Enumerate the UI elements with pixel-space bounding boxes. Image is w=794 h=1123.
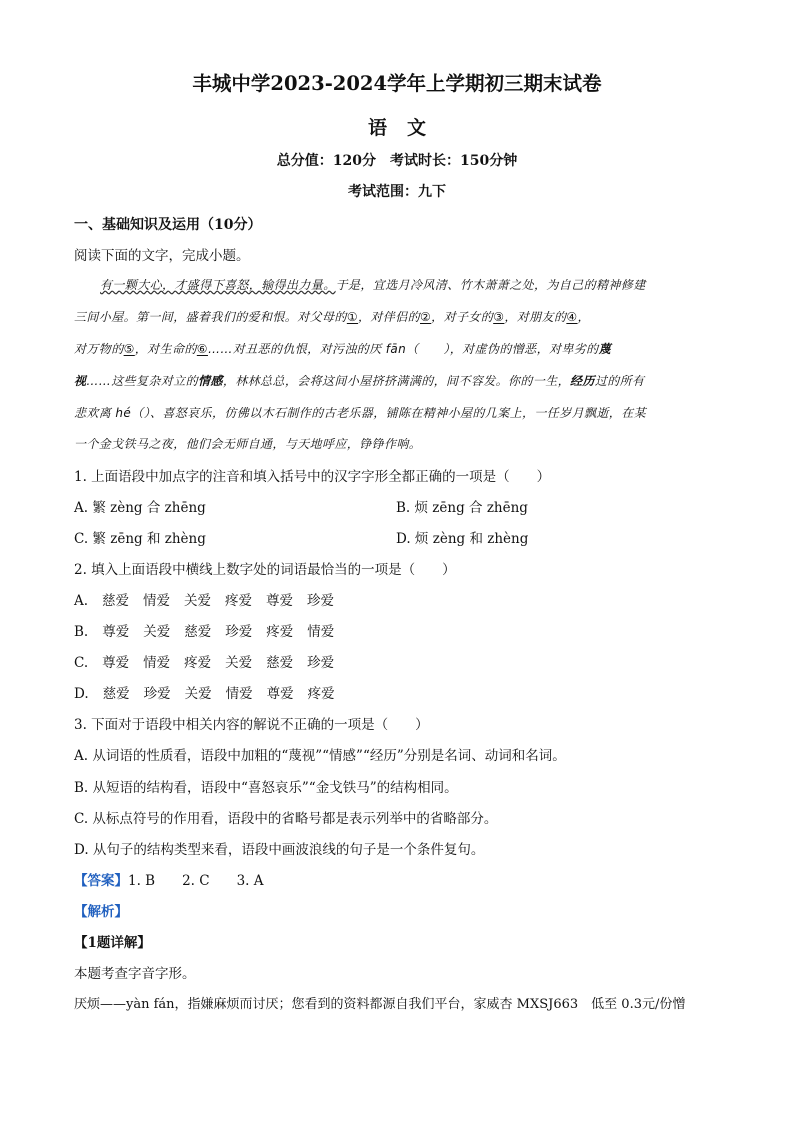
passage-line-4 [74,372,644,389]
question-2-stem: 2. 填入上面语段中横线上数字处的词语最恰当的一项是（ ） [74,562,456,578]
option-word: 珍爱 [225,624,253,640]
option-word: 珍爱 [143,686,171,702]
analysis-paragraph-1: 本题考查字音字形。 [74,966,196,982]
option-word: 尊爱 [102,655,130,671]
answer-label: 【答案】 [74,873,128,889]
option-word: 尊爱 [266,686,294,702]
option-word: 珍爱 [307,655,335,671]
question-2-option-b [74,620,348,640]
question-2-option-a [74,589,348,609]
question-2-option-d [74,682,349,702]
passage-text: ，林林总总，会将这间小屋挤挤满满的，间不容发。你的一生， [222,374,571,388]
question-1-option-b: B. 烦 zēng 合 zhēng [396,500,528,516]
option-letter: B. [74,624,89,640]
option-word: 尊爱 [266,593,294,609]
bold-word: 视 [74,374,87,388]
question-2-option-c [74,651,348,671]
option-letter: A. [74,593,89,609]
passage-text: ，对生命的 [134,342,197,356]
option-word: 慈爱 [266,655,294,671]
bold-word: 蔑 [598,342,611,356]
passage-text: 对万物的 [74,342,124,356]
option-word: 珍爱 [307,593,335,609]
option-word: 情爱 [307,624,335,640]
exam-meta: 总分值：120分 考试时长：150分钟 [276,153,518,169]
option-word: 疼爱 [307,686,335,702]
analysis-label: 【解析】 [74,904,128,920]
passage-text: ， [577,310,590,324]
passage-line-5: 悲欢离 hé（）、喜怒哀乐，仿佛以木石制作的古老乐器，铺陈在精神小屋的几案上，一任岁月飘逝，在某 [74,406,647,420]
analysis-paragraph-2: 厌烦——yàn fán，指嫌麻烦而讨厌；您看到的资料都源自我们平台，家威杏 MXSJ663 低至 0.3元/份憎 [74,997,686,1012]
blank-1: ① [346,310,358,324]
bold-word: 情感 [198,374,223,388]
passage-text: 三间小屋。第一间，盛着我们的爱和恨。对父母的 [74,310,347,324]
question-1-option-d: D. 烦 zèng 和 zhèng [396,531,529,547]
passage-text: ，对伴侣的 [357,310,420,324]
option-letter: D. [74,686,89,702]
answer-value: 1. B 2. C 3. A [128,873,264,889]
option-word: 疼爱 [266,624,294,640]
option-word: 疼爱 [225,593,253,609]
passage-line-1 [100,276,646,293]
passage-text: ，对朋友的 [504,310,567,324]
passage-line-3 [74,340,611,357]
blank-2: ② [420,310,432,324]
exam-scope: 考试范围：九下 [348,184,446,200]
blank-3: ③ [493,310,505,324]
question-3-option-a: A. 从词语的性质看，语段中加粗的“蔑视”“情感”“经历”分别是名词、动词和名词。 [74,748,566,764]
question-3-option-c: C. 从标点符号的作用看，语段中的省略号都是表示列举中的省略部分。 [74,811,498,827]
passage-text: 于是，宜选月冷风清、竹木萧萧之处，为自己的精神修建 [335,278,646,292]
option-word: 慈爱 [102,686,130,702]
answer-line [74,869,264,889]
passage-text: ……对丑恶的仇恨，对污浊的厌 fān（ ），对虚伪的憎恶，对卑劣的 [207,342,599,356]
option-word: 关爱 [225,655,253,671]
passage-text: 过的所有 [594,374,645,388]
passage-line-6: 一个金戈铁马之夜，他们会无师自通，与天地呼应，铮铮作响。 [74,437,422,451]
question-1-option-c: C. 繁 zēng 和 zhèng [74,531,206,547]
option-word: 关爱 [143,624,171,640]
subject-title: 语文 [367,117,446,139]
question-1-option-a: A. 繁 zèng 合 zhēng [74,500,206,516]
option-word: 关爱 [184,593,212,609]
bold-word: 经历 [570,374,595,388]
option-word: 情爱 [143,655,171,671]
option-word: 情爱 [225,686,253,702]
section-heading: 一、基础知识及运用（10分） [74,217,262,233]
passage-text: ，对子女的 [431,310,494,324]
question-1-stem: 1. 上面语段中加点字的注音和填入括号中的汉字字形全都正确的一项是（ ） [74,469,551,485]
option-letter: C. [74,655,89,671]
option-word: 慈爱 [102,593,130,609]
question-3-option-b: B. 从短语的结构看，语段中“喜怒哀乐”“金戈铁马”的结构相同。 [74,780,458,796]
passage-text: ……这些复杂对立的 [86,374,199,388]
blank-6: ⑥ [196,342,208,356]
reading-instruction: 阅读下面的文字，完成小题。 [74,248,250,264]
question-3-stem: 3. 下面对于语段中相关内容的解说不正确的一项是（ ） [74,717,429,733]
option-word: 关爱 [184,686,212,702]
blank-4: ④ [566,310,578,324]
question-3-option-d: D. 从句子的结构类型来看，语段中画波浪线的句子是一个条件复句。 [74,842,485,858]
blank-5: ⑤ [123,342,135,356]
analysis-sub-label: 【1题详解】 [74,935,151,951]
exam-title: 丰城中学2023-2024学年上学期初三期末试卷 [192,72,602,95]
option-word: 慈爱 [184,624,212,640]
passage-line-2 [74,308,590,325]
wavy-sentence: 有一颗大心，才盛得下喜怒，输得出力量。 [100,278,336,292]
option-word: 尊爱 [102,624,130,640]
option-word: 疼爱 [184,655,212,671]
option-word: 情爱 [143,593,171,609]
